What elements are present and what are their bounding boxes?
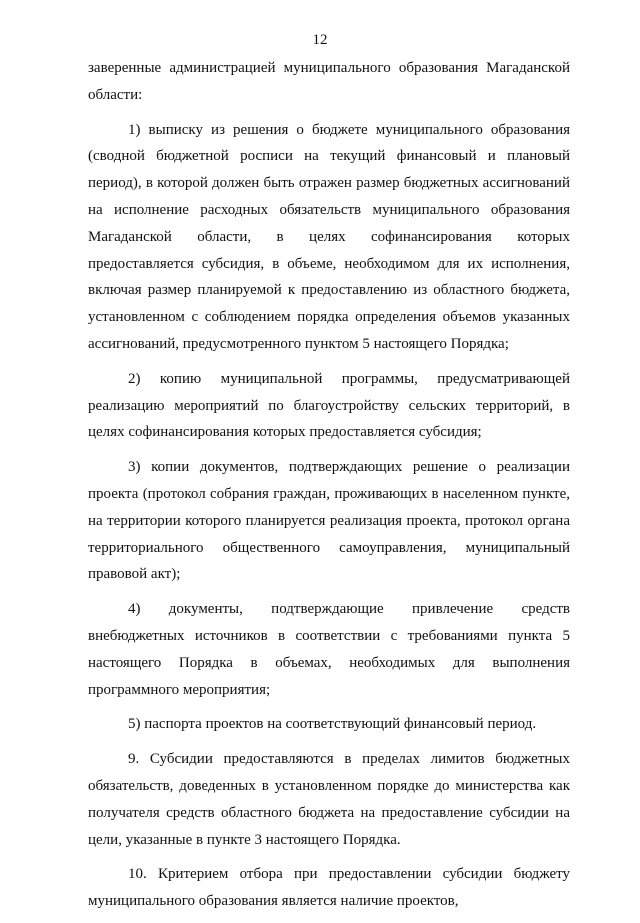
list-item-1: 1) выписку из решения о бюджете муниципального образования (сводной бюджетной росписи на текущий финансовый и плановый период), в которой должен быть отражен размер бюджетных ассигнований на исполнение расходных обязательств муниципального образования Магаданской области, в целях софинансирования которых предоставляется субсидия, в объеме, необходимом для их исполнения, включая размер планируемой к предоставлению из областного бюджета, установленном с соблюдением порядка определения объемов указанных ассигнований, предусмотренного пунктом 5 настоящего Порядка;	[88, 121, 570, 352]
list-item-5: 5) паспорта проектов на соответствующий финансовый период.	[128, 716, 537, 733]
list-item-3: 3) копии документов, подтверждающих решение о реализации проекта (протокол собрания граждан, проживающих в населенном пункте, на территории которого планируется реализация проекта, протокол органа территориального общественного самоуправления, муниципальный правовой акт);	[88, 459, 570, 583]
list-item-4: 4) документы, подтверждающие привлечение средств внебюджетных источников в соответствии с требованиями пункта 5 настоящего Порядка в объемах, необходимых для выполнения программного мероприятия;	[88, 601, 570, 698]
paragraph-intro: заверенные администрацией муниципального образования Магаданской области:	[88, 60, 570, 103]
clause-10: 10. Критерием отбора при предоставлении субсидии бюджету муниципального образования является наличие проектов,	[88, 866, 570, 910]
document-body	[88, 55, 570, 923]
page-number: 12	[312, 32, 328, 48]
list-item-2: 2) копию муниципальной программы, предусматривающей реализацию мероприятий по благоустройству сельских территорий, в целях софинансирования которых предоставляется субсидия;	[88, 370, 570, 441]
clause-9: 9. Субсидии предоставляются в пределах лимитов бюджетных обязательств, доведенных в установленном порядке до министерства как получателя средств областного бюджета на предоставление субсидии на цели, указанные в пункте 3 настоящего Порядка.	[88, 751, 570, 848]
